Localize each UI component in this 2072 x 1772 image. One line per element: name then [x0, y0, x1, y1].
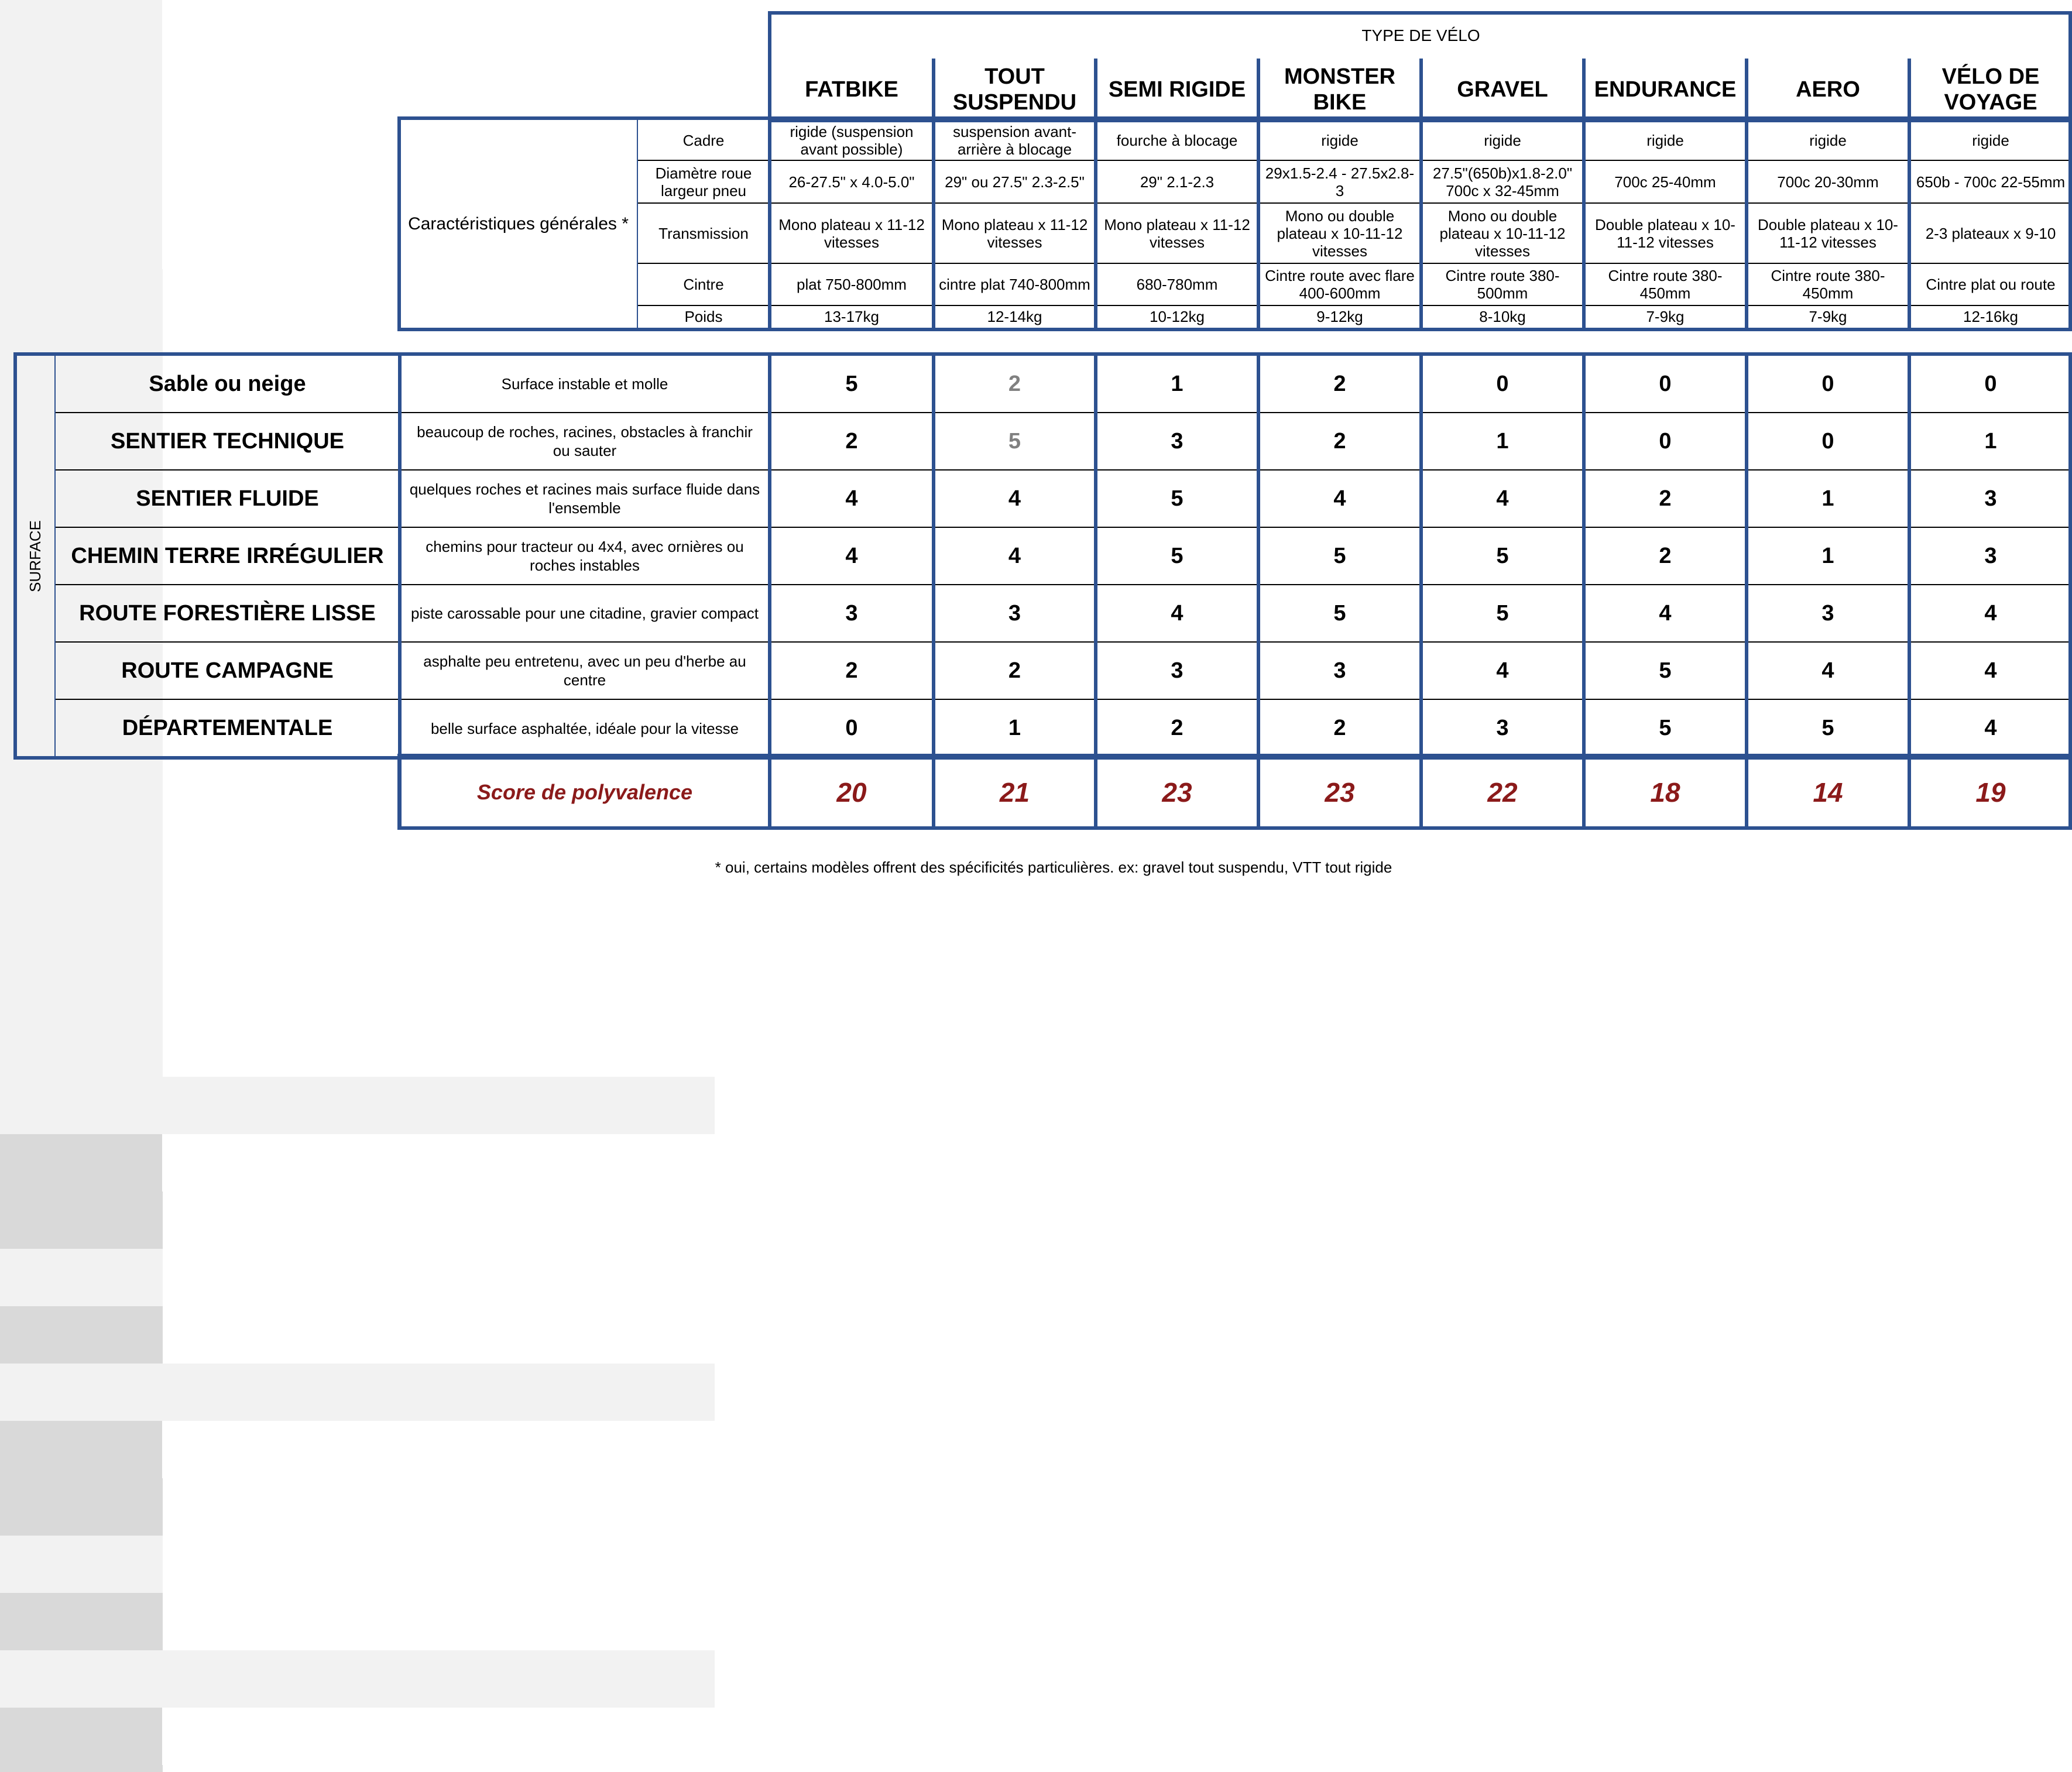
characteristic-value: Double plateau x 10-11-12 vitesses [1758, 215, 1898, 251]
suitability-score: 2 [1333, 716, 1346, 740]
column-divider [1419, 355, 1423, 827]
score-cell-shade [0, 1134, 162, 1191]
versatility-score: 23 [1162, 777, 1192, 808]
suitability-score: 5 [1333, 543, 1346, 568]
versatility-score-label: Score de polyvalence [476, 780, 693, 804]
suitability-score: 1 [1984, 428, 1997, 454]
suitability-score: 1 [1496, 428, 1509, 454]
suitability-score: 2 [1008, 371, 1021, 396]
suitability-score: 4 [1821, 658, 1834, 683]
column-divider [1582, 59, 1586, 328]
versatility-score: 19 [1975, 777, 2006, 808]
characteristic-value: 700c 20-30mm [1777, 173, 1879, 191]
bike-type-header: FATBIKE [805, 77, 898, 102]
characteristic-value: 29" 2.1-2.3 [1140, 173, 1215, 191]
suitability-score: 0 [1659, 428, 1672, 454]
bike-type-header: VÉLO DE VOYAGE [1941, 64, 2040, 115]
surface-label-shade [0, 1364, 715, 1421]
score-cell-shade [0, 1478, 163, 1536]
column-divider [768, 355, 771, 827]
suitability-score: 3 [1171, 428, 1183, 454]
bike-type-header: MONSTER BIKE [1284, 64, 1395, 115]
surface-name: SENTIER TECHNIQUE [110, 428, 345, 454]
bike-type-header: GRAVEL [1457, 77, 1548, 102]
score-cell-shade [0, 1191, 163, 1249]
suitability-score: 4 [1008, 543, 1021, 568]
characteristic-value: Mono plateau x 11-12 vitesses [941, 215, 1088, 251]
score-cell-shade [0, 1249, 163, 1306]
surface-axis-text: SURFACE [26, 520, 44, 592]
column-divider [932, 355, 935, 827]
surface-description: piste carossable pour une citadine, gravier compact [411, 605, 759, 622]
suitability-score: 0 [1496, 371, 1509, 396]
surface-description: beaucoup de roches, racines, obstacles à franchir ou sauter [417, 423, 753, 459]
score-cell-shade [0, 1421, 162, 1478]
characteristic-value: 13-17kg [824, 308, 879, 325]
suitability-score: 5 [845, 371, 858, 396]
suitability-score: 0 [1821, 371, 1834, 396]
characteristic-value: 7-9kg [1809, 308, 1847, 325]
column-divider [1908, 355, 1911, 827]
surface-name: Sable ou neige [149, 371, 306, 396]
suitability-score: 1 [1821, 486, 1834, 511]
suitability-score: 4 [1984, 600, 1997, 626]
characteristic-value: 29x1.5-2.4 - 27.5x2.8-3 [1265, 164, 1415, 200]
column-divider [1745, 355, 1748, 827]
suitability-score: 5 [1659, 658, 1672, 683]
column-divider [1257, 355, 1260, 827]
suitability-score: 4 [1659, 600, 1672, 626]
characteristic-label: Cintre [683, 276, 724, 293]
characteristic-value: suspension avant-arrière à blocage [952, 122, 1077, 158]
suitability-score: 3 [1496, 716, 1509, 740]
suitability-score: 0 [845, 716, 858, 740]
characteristic-value: 10-12kg [1150, 308, 1205, 325]
characteristic-value: rigide (suspension avant possible) [790, 122, 914, 158]
characteristic-value: Double plateau x 10-11-12 vitesses [1595, 215, 1735, 251]
characteristic-value: Cintre plat ou route [1926, 276, 2056, 293]
column-divider [1908, 59, 1911, 328]
characteristic-value: 7-9kg [1646, 308, 1685, 325]
characteristic-label: Diamètre roue largeur pneu [655, 164, 752, 200]
characteristic-value: 650b - 700c 22-55mm [1916, 173, 2066, 191]
suitability-score: 1 [1008, 716, 1021, 740]
suitability-score: 3 [1821, 600, 1834, 626]
characteristic-value: Cintre route avec flare 400-600mm [1265, 267, 1415, 302]
versatility-score: 20 [836, 777, 867, 808]
suitability-score: 2 [1171, 716, 1183, 740]
footnote: * oui, certains modèles offrent des spécificités particulières. ex: gravel tout suspendu, VTT tout rigide [715, 858, 1392, 876]
suitability-score: 0 [1821, 428, 1834, 454]
suitability-score: 5 [1008, 428, 1021, 454]
suitability-score: 0 [1984, 371, 1997, 396]
characteristic-value: Mono ou double plateau x 10-11-12 vitesses [1439, 207, 1566, 260]
general-characteristics-title: Caractéristiques générales * [408, 214, 629, 233]
characteristic-value: 680-780mm [1136, 276, 1218, 293]
score-cell-shade [0, 1708, 162, 1765]
surface-label-shade [0, 1650, 715, 1708]
surface-name: CHEMIN TERRE IRRÉGULIER [71, 543, 384, 568]
column-shade [0, 808, 163, 1077]
type-de-velo-header: TYPE DE VÉLO [1361, 26, 1480, 44]
suitability-score: 4 [1984, 716, 1997, 740]
suitability-score: 5 [1821, 716, 1834, 740]
surface-frame [13, 352, 2072, 760]
suitability-score: 3 [1008, 600, 1021, 626]
suitability-score: 2 [845, 658, 858, 683]
surface-label-shade [0, 1077, 715, 1134]
characteristic-value: rigide [1321, 131, 1359, 149]
suitability-score: 5 [1496, 543, 1509, 568]
surface-name: SENTIER FLUIDE [136, 486, 319, 511]
column-divider [1582, 355, 1586, 827]
surface-description: asphalte peu entretenu, avec un peu d'herbe au centre [423, 653, 746, 689]
score-cell-shade [0, 1306, 163, 1364]
suitability-score: 3 [1333, 658, 1346, 683]
characteristic-value: rigide [1972, 131, 2009, 149]
bike-type-header: AERO [1796, 77, 1860, 102]
suitability-score: 4 [1008, 486, 1021, 511]
suitability-score: 5 [1496, 600, 1509, 626]
suitability-score: 3 [1984, 543, 1997, 568]
suitability-score: 3 [1984, 486, 1997, 511]
characteristic-value: plat 750-800mm [797, 276, 907, 293]
suitability-score: 2 [1659, 486, 1672, 511]
characteristic-value: 29" ou 27.5" 2.3-2.5" [945, 173, 1085, 191]
suitability-score: 1 [1171, 371, 1183, 396]
characteristic-label: Cadre [682, 131, 725, 149]
versatility-score: 21 [999, 777, 1030, 808]
characteristic-value: rigide [1484, 131, 1521, 149]
suitability-score: 5 [1171, 486, 1183, 511]
suitability-score: 1 [1821, 543, 1834, 568]
suitability-score: 4 [1333, 486, 1346, 511]
characteristic-value: 2-3 plateaux x 9-10 [1925, 224, 2056, 242]
suitability-score: 2 [1008, 658, 1021, 683]
column-divider [1745, 59, 1748, 328]
characteristic-value: Cintre route 380-500mm [1445, 267, 1560, 302]
characteristic-value: 700c 25-40mm [1614, 173, 1716, 191]
general-frame [397, 116, 2072, 331]
column-divider [1094, 355, 1097, 827]
score-frame [397, 754, 2072, 830]
column-shade [0, 0, 162, 269]
suitability-score: 4 [1496, 486, 1509, 511]
suitability-score: 5 [1333, 600, 1346, 626]
suitability-score: 0 [1659, 371, 1672, 396]
suitability-score: 5 [1171, 543, 1183, 568]
suitability-score: 3 [1171, 658, 1183, 683]
characteristic-label: Poids [684, 308, 723, 325]
characteristic-value: 12-16kg [1963, 308, 2018, 325]
surface-description: quelques roches et racines mais surface fluide dans l'ensemble [409, 480, 760, 517]
suitability-score: 2 [845, 428, 858, 454]
column-divider [768, 59, 771, 328]
bike-type-header: ENDURANCE [1594, 77, 1737, 102]
score-cell-shade [0, 1536, 163, 1593]
characteristic-value: Mono plateau x 11-12 vitesses [778, 215, 925, 251]
characteristic-value: rigide [1809, 131, 1847, 149]
suitability-score: 2 [1333, 371, 1346, 396]
bike-type-header: TOUT SUSPENDU [952, 64, 1077, 115]
characteristic-value: Cintre route 380-450mm [1771, 267, 1885, 302]
characteristic-value: 9-12kg [1316, 308, 1363, 325]
suitability-score: 2 [1659, 543, 1672, 568]
characteristic-value: Cintre route 380-450mm [1608, 267, 1723, 302]
suitability-score: 4 [1984, 658, 1997, 683]
characteristic-value: 26-27.5" x 4.0-5.0" [788, 173, 915, 191]
versatility-score: 18 [1650, 777, 1680, 808]
versatility-score: 14 [1813, 777, 1843, 808]
versatility-score: 23 [1325, 777, 1355, 808]
characteristic-label: Transmission [658, 224, 749, 242]
suitability-score: 4 [1496, 658, 1509, 683]
column-divider [398, 355, 402, 827]
surface-description: chemins pour tracteur ou 4x4, avec ornières ou roches instables [426, 538, 744, 574]
suitability-score: 4 [845, 486, 858, 511]
characteristic-value: Mono plateau x 11-12 vitesses [1104, 215, 1250, 251]
characteristic-value: 27.5"(650b)x1.8-2.0" 700c x 32-45mm [1432, 164, 1573, 200]
characteristic-value: cintre plat 740-800mm [939, 276, 1090, 293]
characteristic-value: Mono ou double plateau x 10-11-12 vitesses [1277, 207, 1403, 260]
suitability-score: 3 [845, 600, 858, 626]
surface-description: belle surface asphaltée, idéale pour la vitesse [430, 719, 739, 737]
characteristic-value: rigide [1646, 131, 1684, 149]
suitability-score: 2 [1333, 428, 1346, 454]
surface-name: ROUTE FORESTIÈRE LISSE [79, 600, 376, 626]
column-divider [1257, 59, 1260, 328]
characteristic-value: 8-10kg [1479, 308, 1526, 325]
suitability-score: 4 [1171, 600, 1183, 626]
surface-name: ROUTE CAMPAGNE [121, 658, 334, 683]
suitability-score: 4 [845, 543, 858, 568]
surface-description: Surface instable et molle [501, 375, 668, 393]
column-divider [1419, 59, 1423, 328]
suitability-score: 5 [1659, 716, 1672, 740]
characteristic-value: fourche à blocage [1116, 131, 1238, 149]
score-cell-shade [0, 1593, 163, 1650]
bike-type-header: SEMI RIGIDE [1108, 77, 1246, 102]
versatility-score: 22 [1487, 777, 1518, 808]
column-divider [932, 59, 935, 328]
score-cell-shade [0, 1765, 163, 1772]
column-divider [1094, 59, 1097, 328]
characteristic-value: 12-14kg [987, 308, 1042, 325]
surface-name: DÉPARTEMENTALE [122, 716, 333, 740]
